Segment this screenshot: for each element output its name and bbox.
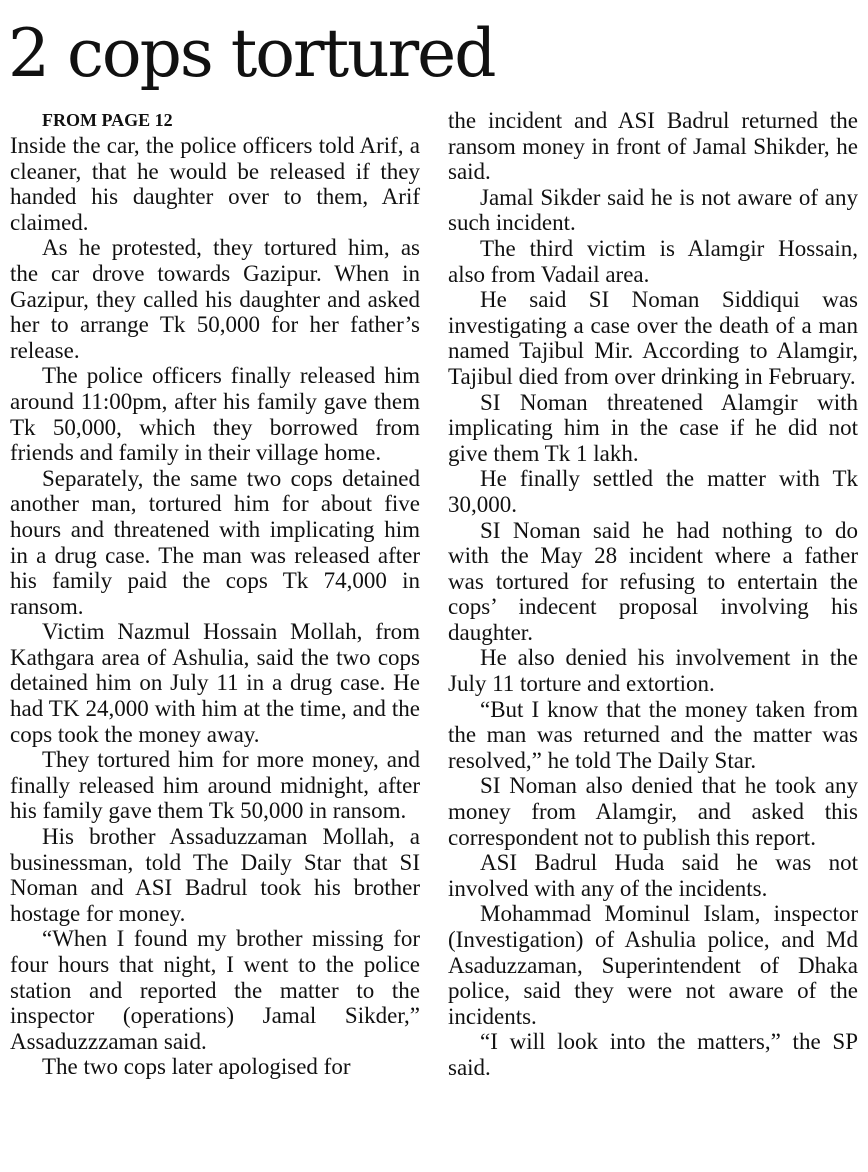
kicker: FROM PAGE 12 [42,110,173,130]
paragraph: ASI Badrul Huda said he was not involved with any of the incidents. [448,850,858,901]
paragraph: The two cops later apologised for [42,1054,351,1080]
paragraph: “When I found my brother missing for four hours that night, I went to the police station and reported the matter to the inspector (operations) Jamal Sikder,” Assaduzzzaman said. [10,926,420,1054]
paragraph: Jamal Sikder said he is not aware of any such incident. [448,184,858,236]
paragraph: He also denied his involvement in the July 11 torture and extortion. [448,645,858,697]
paragraph: As he protested, they tortured him, as the car drove towards Gazipur. When in Gazipur, they called his daughter and asked her to arrange Tk 50,000 for her father’s release. [10,235,420,363]
paragraph: He said SI Noman Siddiqui was investigating a case over the death of a man named Tajibul Mir. According to Alamgir, Tajibul died from over drinking in February. [448,287,858,389]
paragraph: Victim Nazmul Hossain Mollah, from Kathgara area of Ashulia, said the two cops detained him on July 11 in a drug case. He had TK 24,000 with him at the time, and the cops took the money away. [10,619,420,747]
headline: 2 cops tortured [8,15,495,92]
paragraph: “I will look into the matters,” the SP said. [448,1029,858,1080]
paragraph: The police officers finally released him around 11:00pm, after his family gave them Tk 50,000, which they borrowed from friends and family in their village home. [10,363,420,466]
article-column-right [448,108,858,1081]
paragraph: Inside the car, the police officers told Arif, a cleaner, that he would be released if they handed his daughter over to them, Arif claimed. [10,133,420,235]
paragraph: the incident and ASI Badrul returned the ransom money in front of Jamal Shikder, he said. [448,108,858,185]
paragraph: Separately, the same two cops detained another man, tortured him for about five hours and threatened with implicating him in a drug case. The man was released after his family paid the cops Tk 74,000 in ransom. [10,465,420,619]
paragraph: SI Noman also denied that he took any money from Alamgir, and asked this correspondent not to publish this report. [448,773,858,850]
article-column-left [10,108,420,1080]
paragraph: They tortured him for more money, and finally released him around midnight, after his family gave them Tk 50,000 in ransom. [10,747,420,824]
paragraph: Mohammad Mominul Islam, inspector (Investigation) of Ashulia police, and Md Asaduzzaman, Superintendent of Dhaka police, said they were not aware of the incidents. [448,901,858,1029]
paragraph: His brother Assaduzzaman Mollah, a businessman, told The Daily Star that SI Noman and ASI Badrul took his brother hostage for money. [10,824,420,926]
paragraph: He finally settled the matter with Tk 30,000. [448,466,858,517]
paragraph: “But I know that the money taken from the man was returned and the matter was resolved,” he told The Daily Star. [448,696,858,773]
paragraph: The third victim is Alamgir Hossain, also from Vadail area. [448,235,858,287]
paragraph: SI Noman threatened Alamgir with implicating him in the case if he did not give them Tk 1 lakh. [448,389,858,466]
paragraph: SI Noman said he had nothing to do with the May 28 incident where a father was tortured for refusing to entertain the cops’ indecent proposal involving his daughter. [448,517,858,645]
